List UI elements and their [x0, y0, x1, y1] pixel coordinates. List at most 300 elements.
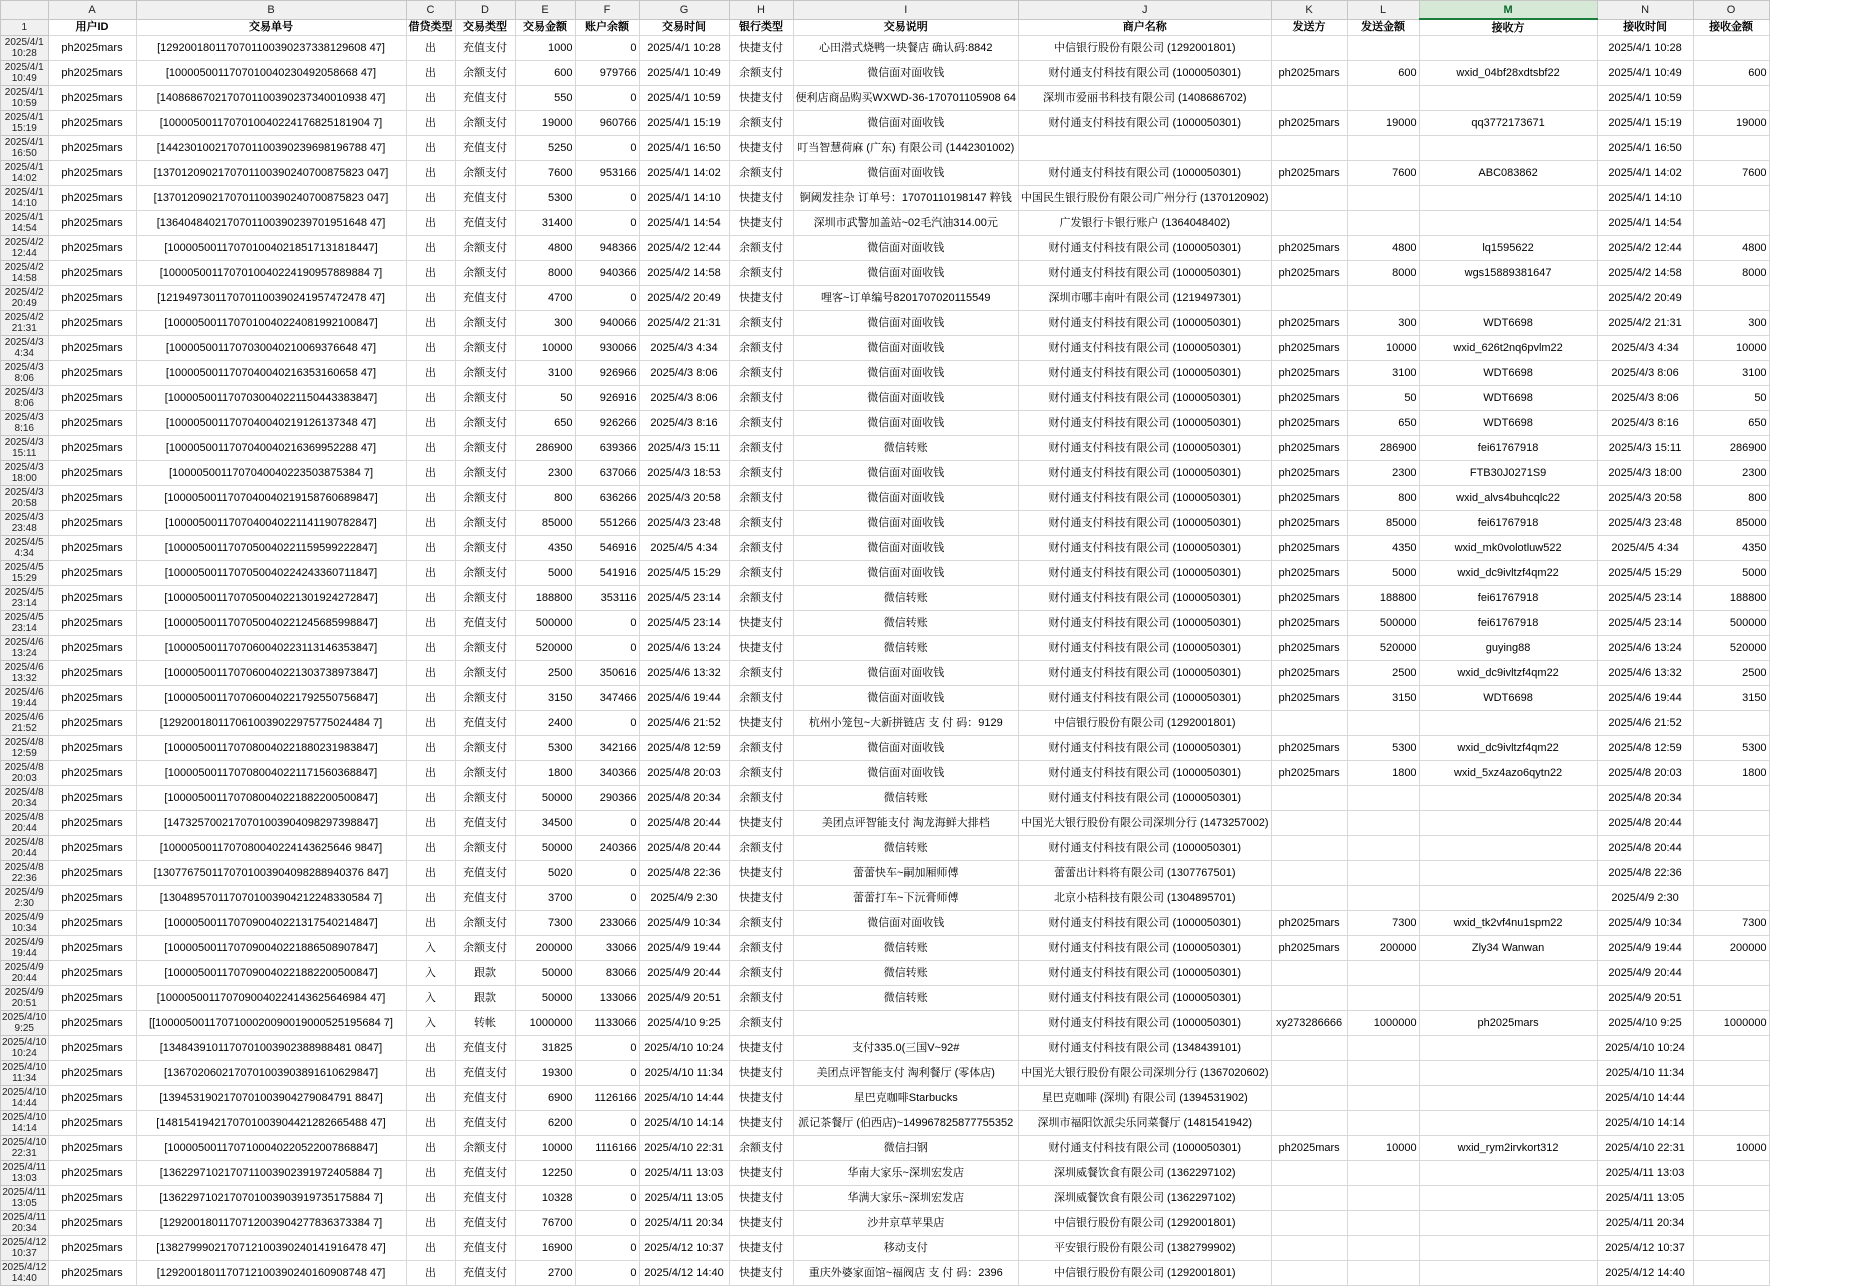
- cell-f[interactable]: 0: [575, 286, 639, 311]
- cell-h[interactable]: 余额支付: [729, 561, 793, 586]
- cell-b[interactable]: [1000050011707090040221886508907847]: [136, 936, 406, 961]
- cell-g[interactable]: 2025/4/11 13:05: [639, 1186, 729, 1211]
- cell-m[interactable]: wxid_mk0volotluw522: [1419, 536, 1597, 561]
- cell-a[interactable]: ph2025mars: [48, 61, 136, 86]
- cell-l[interactable]: [1347, 1236, 1419, 1261]
- cell-f[interactable]: 0: [575, 811, 639, 836]
- cell-m[interactable]: WDT6698: [1419, 361, 1597, 386]
- cell-l[interactable]: 188800: [1347, 586, 1419, 611]
- cell-a[interactable]: ph2025mars: [48, 486, 136, 511]
- cell-k[interactable]: [1271, 711, 1347, 736]
- table-row[interactable]: [1, 1211, 1770, 1236]
- cell-j[interactable]: 财付通支付科技有限公司 (1000050301): [1019, 961, 1272, 986]
- cell-j[interactable]: 财付通支付科技有限公司 (1000050301): [1019, 1011, 1272, 1036]
- cell-a[interactable]: ph2025mars: [48, 736, 136, 761]
- column-header-n[interactable]: N: [1597, 1, 1693, 20]
- cell-m[interactable]: wxid_dc9ivltzf4qm22: [1419, 736, 1597, 761]
- cell-b[interactable]: [1000050011707080040221880231983847]: [136, 736, 406, 761]
- column-header-h[interactable]: H: [729, 1, 793, 20]
- cell-d[interactable]: 余额支付: [455, 386, 515, 411]
- cell-l[interactable]: 85000: [1347, 511, 1419, 536]
- cell-e[interactable]: 4700: [515, 286, 575, 311]
- cell-c[interactable]: 出: [406, 736, 455, 761]
- cell-f[interactable]: 926966: [575, 361, 639, 386]
- cell-b[interactable]: [1000050011707050040221159599222847]: [136, 536, 406, 561]
- cell-k[interactable]: [1271, 886, 1347, 911]
- cell-n[interactable]: 2025/4/9 10:34: [1597, 911, 1693, 936]
- cell-e[interactable]: 1000: [515, 36, 575, 61]
- row-header[interactable]: 2025/4/3 8:16: [1, 411, 49, 436]
- cell-j[interactable]: 蕾蕾出计料将有限公司 (1307767501): [1019, 861, 1272, 886]
- cell-f[interactable]: 0: [575, 861, 639, 886]
- cell-g[interactable]: 2025/4/1 14:02: [639, 161, 729, 186]
- cell-k[interactable]: ph2025mars: [1271, 311, 1347, 336]
- cell-d[interactable]: 充值支付: [455, 1061, 515, 1086]
- cell-c[interactable]: 出: [406, 286, 455, 311]
- cell-g[interactable]: 2025/4/9 20:44: [639, 961, 729, 986]
- cell-b[interactable]: [1000050011707010040230492058668 47]: [136, 61, 406, 86]
- cell-c[interactable]: 出: [406, 486, 455, 511]
- cell-a[interactable]: ph2025mars: [48, 386, 136, 411]
- cell-d[interactable]: 充值支付: [455, 136, 515, 161]
- cell-k[interactable]: [1271, 136, 1347, 161]
- cell-i[interactable]: 微信面对面收钱: [793, 361, 1019, 386]
- cell-e[interactable]: 520000: [515, 636, 575, 661]
- cell-c[interactable]: 出: [406, 1186, 455, 1211]
- cell-i[interactable]: 美团点评智能支付 淘龙海鲜大排档: [793, 811, 1019, 836]
- table-row[interactable]: [1, 886, 1770, 911]
- cell-i[interactable]: 重庆外婆家面馆~福阀店 支 付 码：2396: [793, 1261, 1019, 1286]
- table-row[interactable]: [1, 161, 1770, 186]
- header-cell-d[interactable]: 交易类型: [455, 19, 515, 36]
- cell-b[interactable]: [1481541942170701003904421282665488 47]: [136, 1111, 406, 1136]
- row-header[interactable]: 2025/4/1 14:02: [1, 161, 49, 186]
- table-row[interactable]: [1, 1011, 1770, 1036]
- cell-n[interactable]: 2025/4/10 22:31: [1597, 1136, 1693, 1161]
- cell-c[interactable]: 出: [406, 1036, 455, 1061]
- table-row[interactable]: [1, 986, 1770, 1011]
- cell-d[interactable]: 充值支付: [455, 1111, 515, 1136]
- cell-k[interactable]: ph2025mars: [1271, 1136, 1347, 1161]
- cell-c[interactable]: 出: [406, 811, 455, 836]
- cell-i[interactable]: 微信面对面收钱: [793, 461, 1019, 486]
- cell-h[interactable]: 快捷支付: [729, 36, 793, 61]
- table-row[interactable]: [1, 86, 1770, 111]
- cell-b[interactable]: [1304895701170701003904212248330584 7]: [136, 886, 406, 911]
- cell-f[interactable]: 1133066: [575, 1011, 639, 1036]
- cell-g[interactable]: 2025/4/10 10:24: [639, 1036, 729, 1061]
- cell-d[interactable]: 余额支付: [455, 936, 515, 961]
- cell-c[interactable]: 出: [406, 411, 455, 436]
- cell-j[interactable]: 中国光大银行股份有限公司深圳分行 (1473257002): [1019, 811, 1272, 836]
- row-header[interactable]: 2025/4/9 10:34: [1, 911, 49, 936]
- cell-i[interactable]: 微信转账: [793, 836, 1019, 861]
- table-row[interactable]: [1, 461, 1770, 486]
- cell-d[interactable]: 充值支付: [455, 286, 515, 311]
- cell-f[interactable]: 979766: [575, 61, 639, 86]
- cell-a[interactable]: ph2025mars: [48, 536, 136, 561]
- cell-d[interactable]: 充值支付: [455, 1036, 515, 1061]
- cell-g[interactable]: 2025/4/10 22:31: [639, 1136, 729, 1161]
- cell-n[interactable]: 2025/4/1 10:28: [1597, 36, 1693, 61]
- cell-k[interactable]: ph2025mars: [1271, 336, 1347, 361]
- cell-d[interactable]: 余额支付: [455, 236, 515, 261]
- cell-h[interactable]: 余额支付: [729, 111, 793, 136]
- cell-h[interactable]: 余额支付: [729, 436, 793, 461]
- cell-g[interactable]: 2025/4/3 8:16: [639, 411, 729, 436]
- cell-o[interactable]: 7600: [1693, 161, 1769, 186]
- table-row[interactable]: [1, 411, 1770, 436]
- table-row[interactable]: [1, 436, 1770, 461]
- row-header[interactable]: 2025/4/1 10:49: [1, 61, 49, 86]
- cell-n[interactable]: 2025/4/10 14:44: [1597, 1086, 1693, 1111]
- cell-e[interactable]: 31825: [515, 1036, 575, 1061]
- column-header-c[interactable]: C: [406, 1, 455, 20]
- cell-c[interactable]: 入: [406, 1011, 455, 1036]
- cell-f[interactable]: 290366: [575, 786, 639, 811]
- cell-b[interactable]: [1000050011707010040218517131818447]: [136, 236, 406, 261]
- cell-l[interactable]: [1347, 961, 1419, 986]
- cell-g[interactable]: 2025/4/11 13:03: [639, 1161, 729, 1186]
- cell-k[interactable]: ph2025mars: [1271, 561, 1347, 586]
- cell-l[interactable]: 10000: [1347, 1136, 1419, 1161]
- cell-j[interactable]: 中信银行股份有限公司 (1292001801): [1019, 1261, 1272, 1286]
- cell-j[interactable]: 中信银行股份有限公司 (1292001801): [1019, 711, 1272, 736]
- cell-k[interactable]: [1271, 1036, 1347, 1061]
- cell-l[interactable]: [1347, 186, 1419, 211]
- cell-c[interactable]: 出: [406, 836, 455, 861]
- cell-g[interactable]: 2025/4/9 2:30: [639, 886, 729, 911]
- cell-a[interactable]: ph2025mars: [48, 286, 136, 311]
- cell-l[interactable]: [1347, 1161, 1419, 1186]
- cell-k[interactable]: ph2025mars: [1271, 436, 1347, 461]
- cell-h[interactable]: 快捷支付: [729, 1211, 793, 1236]
- cell-d[interactable]: 余额支付: [455, 536, 515, 561]
- cell-d[interactable]: 充值支付: [455, 1211, 515, 1236]
- cell-l[interactable]: [1347, 986, 1419, 1011]
- cell-l[interactable]: 300: [1347, 311, 1419, 336]
- cell-j[interactable]: 中国民生银行股份有限公司广州分行 (1370120902): [1019, 186, 1272, 211]
- cell-n[interactable]: 2025/4/3 15:11: [1597, 436, 1693, 461]
- cell-d[interactable]: 余额支付: [455, 436, 515, 461]
- table-row[interactable]: [1, 936, 1770, 961]
- column-header-e[interactable]: E: [515, 1, 575, 20]
- row-header[interactable]: 2025/4/8 20:34: [1, 786, 49, 811]
- cell-c[interactable]: 出: [406, 236, 455, 261]
- cell-o[interactable]: 800: [1693, 486, 1769, 511]
- cell-h[interactable]: 余额支付: [729, 486, 793, 511]
- cell-h[interactable]: 余额支付: [729, 836, 793, 861]
- cell-f[interactable]: 0: [575, 36, 639, 61]
- cell-h[interactable]: 快捷支付: [729, 1061, 793, 1086]
- cell-h[interactable]: 快捷支付: [729, 186, 793, 211]
- cell-j[interactable]: 财付通支付科技有限公司 (1000050301): [1019, 111, 1272, 136]
- cell-k[interactable]: ph2025mars: [1271, 936, 1347, 961]
- cell-g[interactable]: 2025/4/8 20:44: [639, 811, 729, 836]
- cell-k[interactable]: [1271, 1161, 1347, 1186]
- cell-c[interactable]: 出: [406, 1136, 455, 1161]
- cell-b[interactable]: [1370120902170701100390240700875823 047]: [136, 186, 406, 211]
- cell-g[interactable]: 2025/4/1 14:10: [639, 186, 729, 211]
- cell-o[interactable]: 600: [1693, 61, 1769, 86]
- cell-i[interactable]: [793, 1011, 1019, 1036]
- cell-h[interactable]: 余额支付: [729, 986, 793, 1011]
- row-header[interactable]: 2025/4/10 10:24: [2, 1037, 47, 1059]
- cell-o[interactable]: [1693, 1236, 1769, 1261]
- cell-b[interactable]: [1000050011707050040224243360711847]: [136, 561, 406, 586]
- cell-d[interactable]: 余额支付: [455, 636, 515, 661]
- cell-j[interactable]: 财付通支付科技有限公司 (1000050301): [1019, 386, 1272, 411]
- cell-e[interactable]: 3700: [515, 886, 575, 911]
- cell-k[interactable]: [1271, 811, 1347, 836]
- cell-c[interactable]: 出: [406, 861, 455, 886]
- cell-d[interactable]: 充值支付: [455, 611, 515, 636]
- cell-o[interactable]: 5000: [1693, 561, 1769, 586]
- cell-h[interactable]: 余额支付: [729, 761, 793, 786]
- cell-m[interactable]: wxid_5xz4azo6qytn22: [1419, 761, 1597, 786]
- cell-e[interactable]: 31400: [515, 211, 575, 236]
- cell-j[interactable]: 财付通支付科技有限公司 (1000050301): [1019, 586, 1272, 611]
- cell-l[interactable]: 4800: [1347, 236, 1419, 261]
- cell-e[interactable]: 5300: [515, 186, 575, 211]
- cell-l[interactable]: 4350: [1347, 536, 1419, 561]
- cell-n[interactable]: 2025/4/12 10:37: [1597, 1236, 1693, 1261]
- cell-a[interactable]: ph2025mars: [48, 611, 136, 636]
- cell-e[interactable]: 800: [515, 486, 575, 511]
- cell-j[interactable]: 深圳威餐饮食有限公司 (1362297102): [1019, 1186, 1272, 1211]
- table-row[interactable]: [1, 661, 1770, 686]
- cell-e[interactable]: 286900: [515, 436, 575, 461]
- cell-f[interactable]: 546916: [575, 536, 639, 561]
- cell-g[interactable]: 2025/4/5 15:29: [639, 561, 729, 586]
- cell-n[interactable]: 2025/4/3 23:48: [1597, 511, 1693, 536]
- cell-l[interactable]: 2500: [1347, 661, 1419, 686]
- cell-d[interactable]: 余额支付: [455, 761, 515, 786]
- cell-k[interactable]: ph2025mars: [1271, 61, 1347, 86]
- cell-g[interactable]: 2025/4/3 4:34: [639, 336, 729, 361]
- cell-g[interactable]: 2025/4/11 20:34: [639, 1211, 729, 1236]
- cell-l[interactable]: 19000: [1347, 111, 1419, 136]
- cell-g[interactable]: 2025/4/2 20:49: [639, 286, 729, 311]
- cell-k[interactable]: ph2025mars: [1271, 536, 1347, 561]
- cell-g[interactable]: 2025/4/8 12:59: [639, 736, 729, 761]
- table-row[interactable]: [1, 361, 1770, 386]
- cell-g[interactable]: 2025/4/12 14:40: [639, 1261, 729, 1286]
- table-row[interactable]: [1, 386, 1770, 411]
- cell-j[interactable]: 深圳威餐饮食有限公司 (1362297102): [1019, 1161, 1272, 1186]
- cell-h[interactable]: 余额支付: [729, 736, 793, 761]
- cell-d[interactable]: 余额支付: [455, 786, 515, 811]
- cell-a[interactable]: ph2025mars: [48, 111, 136, 136]
- cell-a[interactable]: ph2025mars: [48, 1161, 136, 1186]
- cell-m[interactable]: [1419, 836, 1597, 861]
- cell-o[interactable]: [1693, 1186, 1769, 1211]
- cell-j[interactable]: 财付通支付科技有限公司 (1000050301): [1019, 486, 1272, 511]
- cell-l[interactable]: 50: [1347, 386, 1419, 411]
- cell-m[interactable]: [1419, 1161, 1597, 1186]
- cell-g[interactable]: 2025/4/10 14:14: [639, 1111, 729, 1136]
- cell-f[interactable]: 350616: [575, 661, 639, 686]
- cell-b[interactable]: [1000050011707100040220522007868847]: [136, 1136, 406, 1161]
- row-header[interactable]: 2025/4/11 20:34: [2, 1212, 47, 1234]
- cell-h[interactable]: 快捷支付: [729, 1036, 793, 1061]
- cell-i[interactable]: 杭州小笼包~大新拼链店 支 付 码：9129: [793, 711, 1019, 736]
- cell-m[interactable]: [1419, 186, 1597, 211]
- column-header-d[interactable]: D: [455, 1, 515, 20]
- cell-o[interactable]: 2300: [1693, 461, 1769, 486]
- cell-b[interactable]: [1348439101170701003902388988481 0847]: [136, 1036, 406, 1061]
- cell-k[interactable]: ph2025mars: [1271, 636, 1347, 661]
- cell-j[interactable]: 财付通支付科技有限公司 (1000050301): [1019, 736, 1272, 761]
- row-header[interactable]: 2025/4/9 19:44: [1, 936, 49, 961]
- cell-b[interactable]: [1408686702170701100390237340010938 47]: [136, 86, 406, 111]
- cell-i[interactable]: 微信转账: [793, 786, 1019, 811]
- row-header[interactable]: 2025/4/12 10:37: [2, 1237, 47, 1259]
- header-cell-j[interactable]: 商户名称: [1019, 19, 1272, 36]
- cell-a[interactable]: ph2025mars: [48, 36, 136, 61]
- cell-b[interactable]: [1000050011707090040221317540214847]: [136, 911, 406, 936]
- row-header[interactable]: 2025/4/6 19:44: [1, 686, 49, 711]
- cell-m[interactable]: [1419, 1261, 1597, 1286]
- row-header[interactable]: 2025/4/10 14:14: [2, 1112, 47, 1134]
- cell-l[interactable]: [1347, 786, 1419, 811]
- cell-f[interactable]: 0: [575, 211, 639, 236]
- cell-h[interactable]: 快捷支付: [729, 861, 793, 886]
- cell-d[interactable]: 充值支付: [455, 861, 515, 886]
- cell-j[interactable]: 财付通支付科技有限公司 (1000050301): [1019, 436, 1272, 461]
- cell-f[interactable]: 0: [575, 136, 639, 161]
- cell-l[interactable]: 520000: [1347, 636, 1419, 661]
- cell-d[interactable]: 转帐: [455, 1011, 515, 1036]
- cell-d[interactable]: 充值支付: [455, 211, 515, 236]
- cell-d[interactable]: 余额支付: [455, 686, 515, 711]
- column-header-b[interactable]: B: [136, 1, 406, 20]
- cell-o[interactable]: 188800: [1693, 586, 1769, 611]
- cell-h[interactable]: 余额支付: [729, 936, 793, 961]
- cell-i[interactable]: 微信面对面收钱: [793, 111, 1019, 136]
- cell-h[interactable]: 余额支付: [729, 361, 793, 386]
- cell-l[interactable]: 500000: [1347, 611, 1419, 636]
- cell-b[interactable]: [1000050011707030040221150443383847]: [136, 386, 406, 411]
- cell-g[interactable]: 2025/4/2 14:58: [639, 261, 729, 286]
- cell-f[interactable]: 0: [575, 1261, 639, 1286]
- column-header-o[interactable]: O: [1693, 1, 1769, 20]
- cell-l[interactable]: [1347, 1211, 1419, 1236]
- cell-i[interactable]: 便利店商品购买WXWD-36-170701105908 64: [793, 86, 1019, 111]
- table-row[interactable]: [1, 711, 1770, 736]
- cell-e[interactable]: 85000: [515, 511, 575, 536]
- cell-f[interactable]: 340366: [575, 761, 639, 786]
- row-header[interactable]: 2025/4/10 14:44: [2, 1087, 47, 1109]
- table-row[interactable]: [1, 961, 1770, 986]
- cell-g[interactable]: 2025/4/6 13:32: [639, 661, 729, 686]
- cell-n[interactable]: 2025/4/8 20:44: [1597, 836, 1693, 861]
- cell-o[interactable]: [1693, 786, 1769, 811]
- table-row[interactable]: [1, 36, 1770, 61]
- cell-k[interactable]: ph2025mars: [1271, 611, 1347, 636]
- cell-g[interactable]: 2025/4/6 21:52: [639, 711, 729, 736]
- cell-n[interactable]: 2025/4/10 10:24: [1597, 1036, 1693, 1061]
- cell-a[interactable]: ph2025mars: [48, 1111, 136, 1136]
- cell-c[interactable]: 出: [406, 611, 455, 636]
- cell-l[interactable]: [1347, 836, 1419, 861]
- cell-a[interactable]: ph2025mars: [48, 261, 136, 286]
- cell-e[interactable]: 6900: [515, 1086, 575, 1111]
- cell-g[interactable]: 2025/4/12 10:37: [639, 1236, 729, 1261]
- cell-g[interactable]: 2025/4/9 20:51: [639, 986, 729, 1011]
- cell-m[interactable]: [1419, 136, 1597, 161]
- cell-o[interactable]: [1693, 811, 1769, 836]
- cell-f[interactable]: 953166: [575, 161, 639, 186]
- cell-h[interactable]: 快捷支付: [729, 86, 793, 111]
- cell-c[interactable]: 出: [406, 361, 455, 386]
- cell-a[interactable]: ph2025mars: [48, 686, 136, 711]
- row-header[interactable]: 2025/4/5 23:14: [1, 586, 49, 611]
- cell-m[interactable]: [1419, 961, 1597, 986]
- cell-j[interactable]: 财付通支付科技有限公司 (1000050301): [1019, 761, 1272, 786]
- cell-o[interactable]: 50: [1693, 386, 1769, 411]
- cell-h[interactable]: 快捷支付: [729, 711, 793, 736]
- cell-n[interactable]: 2025/4/9 20:51: [1597, 986, 1693, 1011]
- cell-k[interactable]: [1271, 36, 1347, 61]
- cell-n[interactable]: 2025/4/11 13:05: [1597, 1186, 1693, 1211]
- cell-i[interactable]: 蕾蕾打车~下沅膏师傅: [793, 886, 1019, 911]
- row-header[interactable]: 2025/4/3 8:06: [1, 361, 49, 386]
- cell-h[interactable]: 余额支付: [729, 961, 793, 986]
- table-row[interactable]: [1, 261, 1770, 286]
- cell-b[interactable]: [1000050011707050040221245685998847]: [136, 611, 406, 636]
- header-cell-o[interactable]: 接收金额: [1693, 19, 1769, 36]
- cell-n[interactable]: 2025/4/5 4:34: [1597, 536, 1693, 561]
- cell-n[interactable]: 2025/4/8 20:03: [1597, 761, 1693, 786]
- cell-e[interactable]: 3100: [515, 361, 575, 386]
- cell-n[interactable]: 2025/4/3 20:58: [1597, 486, 1693, 511]
- header-cell-a[interactable]: 用户ID: [48, 19, 136, 36]
- cell-c[interactable]: 出: [406, 161, 455, 186]
- cell-m[interactable]: fei61767918: [1419, 586, 1597, 611]
- table-row[interactable]: [1, 286, 1770, 311]
- cell-i[interactable]: 微信面对面收钱: [793, 661, 1019, 686]
- cell-h[interactable]: 余额支付: [729, 261, 793, 286]
- cell-k[interactable]: [1271, 1061, 1347, 1086]
- cell-d[interactable]: 余额支付: [455, 911, 515, 936]
- cell-g[interactable]: 2025/4/5 23:14: [639, 586, 729, 611]
- cell-m[interactable]: [1419, 1086, 1597, 1111]
- cell-i[interactable]: 美团点评智能支付 淘利餐厅 (零体店): [793, 1061, 1019, 1086]
- cell-n[interactable]: 2025/4/3 8:06: [1597, 386, 1693, 411]
- cell-a[interactable]: ph2025mars: [48, 1011, 136, 1036]
- cell-i[interactable]: 微信面对面收钱: [793, 911, 1019, 936]
- cell-c[interactable]: 出: [406, 561, 455, 586]
- cell-m[interactable]: wxid_dc9ivltzf4qm22: [1419, 561, 1597, 586]
- cell-h[interactable]: 快捷支付: [729, 136, 793, 161]
- cell-i[interactable]: 微信面对面收钱: [793, 686, 1019, 711]
- cell-o[interactable]: 4350: [1693, 536, 1769, 561]
- cell-f[interactable]: 0: [575, 1061, 639, 1086]
- row-header[interactable]: 2025/4/9 20:51: [1, 986, 49, 1011]
- cell-e[interactable]: 200000: [515, 936, 575, 961]
- cell-b[interactable]: [1000050011707010040224081992100847]: [136, 311, 406, 336]
- cell-b[interactable]: [1307767501170701003904098288940376 847]: [136, 861, 406, 886]
- table-row[interactable]: [1, 1161, 1770, 1186]
- cell-l[interactable]: [1347, 36, 1419, 61]
- cell-e[interactable]: 1800: [515, 761, 575, 786]
- cell-e[interactable]: 50000: [515, 836, 575, 861]
- cell-m[interactable]: [1419, 986, 1597, 1011]
- table-row[interactable]: [1, 1186, 1770, 1211]
- table-row[interactable]: [1, 486, 1770, 511]
- cell-m[interactable]: [1419, 1211, 1597, 1236]
